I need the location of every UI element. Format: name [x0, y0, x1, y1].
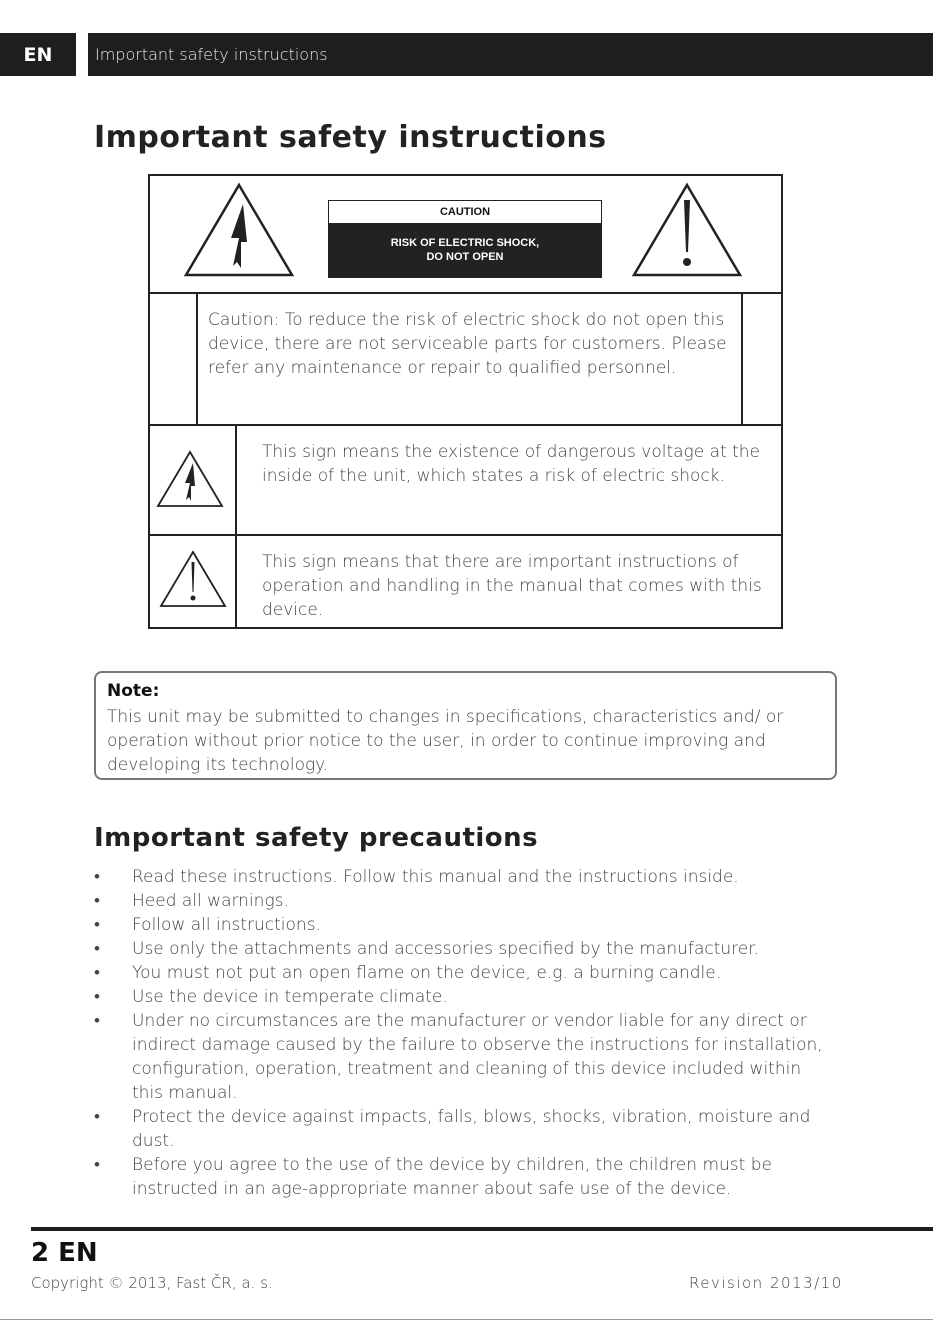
precautions-title: Important safety precautions — [94, 823, 539, 853]
bullet: • — [94, 1155, 100, 1175]
page-number: 2 EN — [31, 1238, 98, 1268]
caution-table — [148, 174, 783, 629]
bullet: • — [94, 891, 100, 911]
caution-label-line2: DO NOT OPEN — [426, 251, 504, 263]
voltage-sign-cell — [150, 426, 237, 534]
caution-label — [328, 200, 602, 278]
footer-divider — [31, 1227, 933, 1231]
bullet: • — [94, 987, 100, 1007]
header-section-title: Important safety instructions — [88, 33, 933, 76]
bullet: • — [94, 915, 100, 935]
instructions-sign-row — [150, 536, 781, 627]
bullet: • — [94, 963, 100, 983]
note-box — [94, 671, 837, 780]
note-title: Note: — [107, 681, 160, 701]
instructions-sign-cell — [150, 536, 237, 627]
list-item: • Heed all warnings. — [94, 891, 289, 911]
page-title: Important safety instructions — [94, 120, 607, 155]
caution-label-title: CAUTION — [439, 206, 491, 218]
precautions-list — [94, 865, 834, 1201]
lightning-warning-icon — [156, 450, 224, 508]
bullet: • — [94, 939, 100, 959]
caution-text-box — [196, 294, 743, 424]
caution-label-warning — [329, 223, 601, 277]
caution-text: Caution: To reduce the risk of electric shock do not open this device, there are not serviceable parts for customers. Please refer any maintenance or repair to qualified personnel. — [208, 310, 727, 378]
list-item: • Read these instructions. Follow this manual and the instructions inside. — [94, 867, 739, 887]
list-item: • Before you agree to the use of the device by children, the children must be instructed in an age-appropriate manner about safe use of the device. — [94, 1155, 772, 1199]
caution-text-row — [150, 294, 781, 426]
caution-header-row — [150, 176, 781, 294]
page-edge-divider — [0, 1319, 933, 1320]
caution-label-line1: RISK OF ELECTRIC SHOCK, — [390, 237, 540, 249]
bullet: • — [94, 1011, 100, 1031]
exclamation-warning-icon — [631, 182, 743, 278]
voltage-sign-text: This sign means the existence of dangerous voltage at the inside of the unit, which states a risk of electric shock. — [262, 442, 760, 486]
list-item: • Use the device in temperate climate. — [94, 987, 448, 1007]
list-item: • Protect the device against impacts, falls, blows, shocks, vibration, moisture and dust. — [94, 1107, 811, 1151]
header-language-label: EN — [0, 33, 76, 76]
instructions-sign-text: This sign means that there are important instructions of operation and handling in the manual that comes with this device. — [262, 552, 762, 620]
note-text: This unit may be submitted to changes in specifications, characteristics and/ or operation without prior notice to the user, in order to continue improving and developing its technology. — [107, 707, 784, 775]
list-item: • Under no circumstances are the manufacturer or vendor liable for any direct or indirect damage caused by the failure to observe the instructions for installation, configuration, operation, treatment and cleaning of this device included within this manual. — [94, 1011, 823, 1103]
exclamation-warning-icon — [159, 550, 227, 608]
list-item: • Follow all instructions. — [94, 915, 321, 935]
lightning-warning-icon — [183, 182, 295, 278]
voltage-sign-row — [150, 426, 781, 536]
bullet: • — [94, 867, 100, 887]
bullet: • — [94, 1107, 100, 1127]
list-item: • You must not put an open flame on the device, e.g. a burning candle. — [94, 963, 722, 983]
list-item: • Use only the attachments and accessories specified by the manufacturer. — [94, 939, 760, 959]
revision: Revision 2013/10 — [689, 1274, 843, 1292]
copyright: Copyright © 2013, Fast ČR, a. s. — [31, 1274, 273, 1292]
